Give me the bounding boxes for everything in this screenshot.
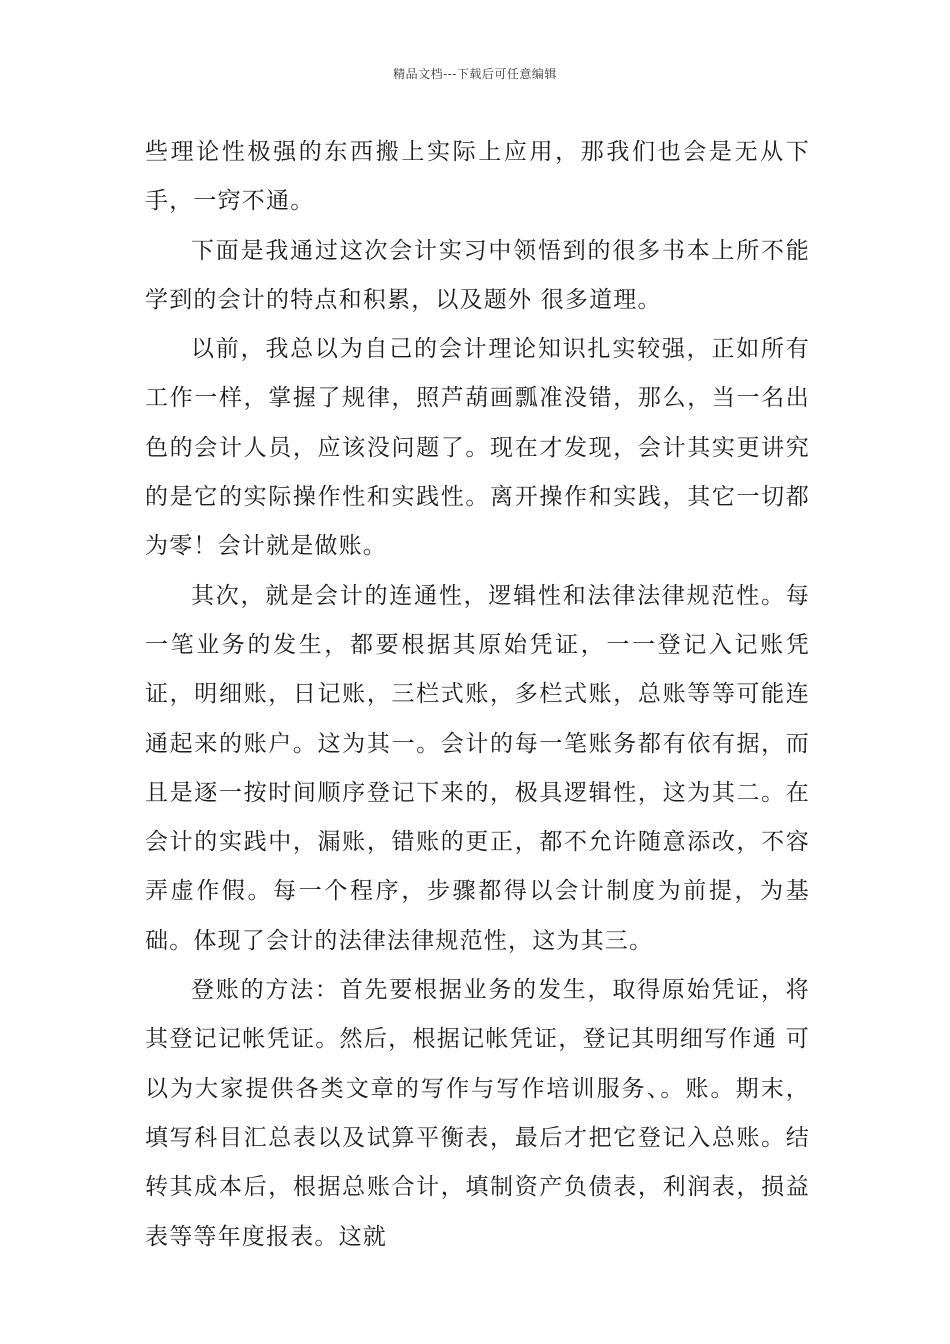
paragraph: 其次，就是会计的连通性，逻辑性和法律法律规范性。每一笔业务的发生，都要根据其原始凭证，一一登记入记账凭证，明细账，日记账，三栏式账，多栏式账，总账等等可能连通起来的账户。这为其一。会计的每一笔账务都有依有据，而且是逐一按时间顺序登记下来的，极具逻辑性，这为其二。在会计的实践中，漏账，错账的更正，都不允许随意添改，不容弄虚作假。每一个程序，步骤都得以会计制度为前提，为基础。体现了会计的法律法律规范性，这为其三。 <box>145 582 810 954</box>
paragraph: 些理论性极强的东西搬上实际上应用，那我们也会是无从下手，一窍不通。 <box>145 139 810 215</box>
page-header: 精品文档---下载后可任意编辑 <box>393 67 557 81</box>
paragraph: 以前，我总以为自己的会计理论知识扎实较强，正如所有工作一样，掌握了规律，照芦葫画瓢准没错，那么，当一名出色的会计人员，应该没问题了。现在才发现，会计其实更讲究的是它的实际操作性和实践性。离开操作和实践，其它一切都为零！会计就是做账。 <box>145 336 810 560</box>
paragraph: 登账的方法：首先要根据业务的发生，取得原始凭证，将其登记记帐凭证。然后，根据记帐凭证，登记其明细写作通 可以为大家提供各类文章的写作与写作培训服务、。账。期末，填写科目汇总表以及试算平衡表，最后才把它登记入总账。结转其成本后，根据总账合计，填制资产负债表，利润表，损益表等等年度报表。这就 <box>145 977 810 1250</box>
document-body <box>145 128 810 1262</box>
paragraph: 下面是我通过这次会计实习中领悟到的很多书本上所不能学到的会计的特点和积累，以及题外 很多道理。 <box>145 237 810 313</box>
